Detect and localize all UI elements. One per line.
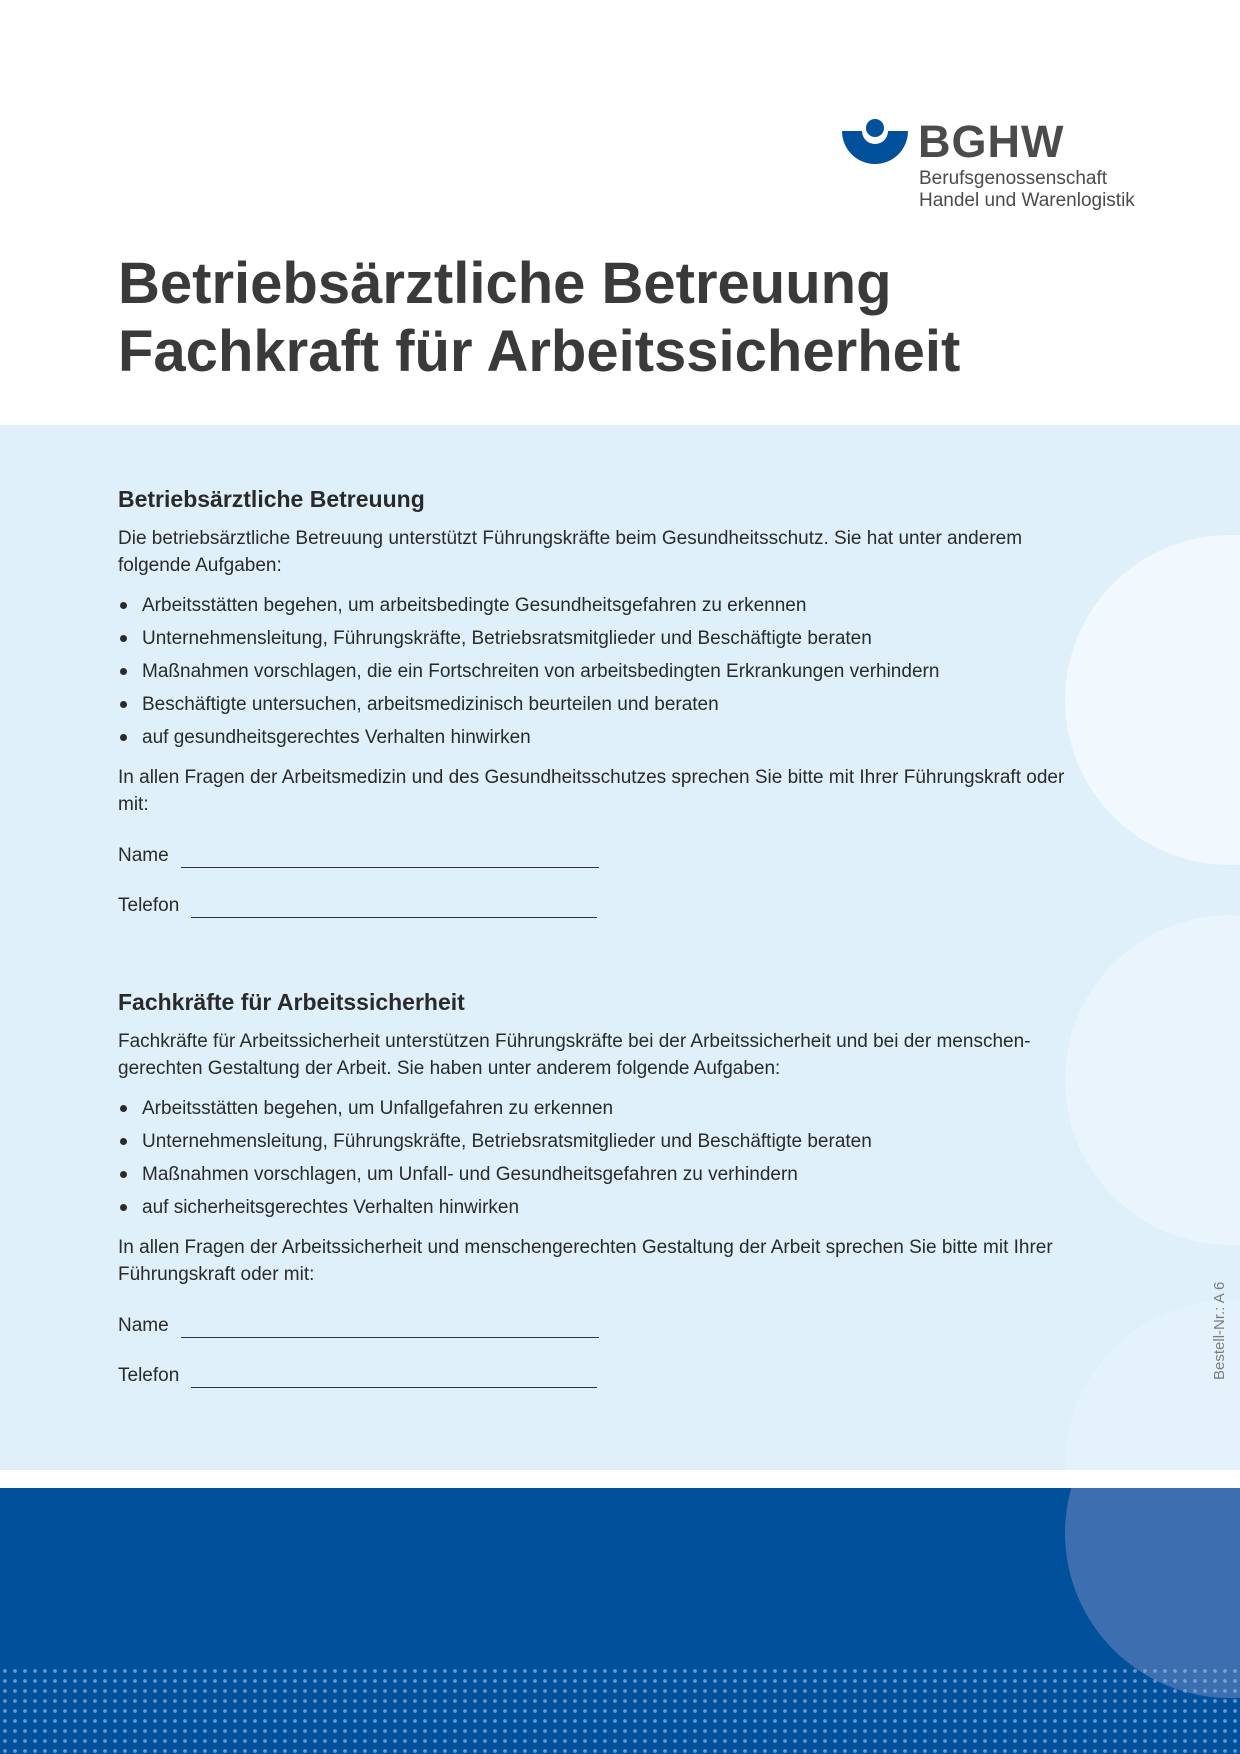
phone-label: Telefon [118, 1365, 180, 1386]
phone-field [118, 1364, 1098, 1388]
bghw-logo [840, 115, 1160, 215]
phone-field [118, 894, 1098, 918]
name-field [118, 1314, 1098, 1338]
list-item: auf gesundheitsgerechtes Verhalten hinwirken [118, 721, 1098, 754]
name-line[interactable] [181, 1317, 599, 1338]
list-item: Maßnahmen vorschlagen, um Unfall- und Gesundheitsgefahren zu verhindern [118, 1158, 1098, 1191]
list-item: Unternehmensleitung, Führungskräfte, Betriebsratsmitglieder und Beschäftigte beraten [118, 1125, 1098, 1158]
section-heading: Betriebsärztliche Betreuung [118, 486, 425, 512]
phone-line[interactable] [191, 1367, 597, 1388]
section-intro: Die betriebsärztliche Betreuung unterstützt Führungskräfte beim Gesundheitsschutz. Sie hat unter anderem folgende Aufgaben: [118, 528, 1023, 576]
section-heading: Fachkräfte für Arbeitssicherheit [118, 989, 465, 1015]
dot-pattern [0, 1666, 1240, 1754]
list-item: auf sicherheitsgerechtes Verhalten hinwirken [118, 1191, 1098, 1224]
task-list [118, 589, 1098, 754]
logo-subtitle [919, 168, 1135, 212]
name-field [118, 844, 1098, 868]
content [118, 485, 1098, 1388]
page-title-line1: Betriebsärztliche Betreuung [118, 251, 892, 316]
phone-label: Telefon [118, 895, 180, 916]
phone-line[interactable] [191, 897, 597, 918]
section-arbeitssicherheit [118, 988, 1098, 1388]
logo-subtitle-line2: Handel und Warenlogistik [919, 190, 1135, 211]
section-betriebsarzt [118, 485, 1098, 918]
order-number: Bestell-Nr.: A 6 [1211, 1281, 1228, 1380]
name-line[interactable] [181, 847, 599, 868]
logo-brand: BGHW [918, 116, 1065, 167]
page-title-line2: Fachkraft für Arbeitssicherheit [118, 319, 961, 384]
logo-icon [840, 115, 910, 165]
name-label: Name [118, 845, 169, 866]
list-item: Unternehmensleitung, Führungskräfte, Betriebsratsmitglieder und Beschäftigte beraten [118, 622, 1098, 655]
footer-band [0, 1488, 1240, 1754]
logo-subtitle-line1: Berufsgenossenschaft [919, 168, 1108, 189]
name-label: Name [118, 1315, 169, 1336]
list-item: Arbeitsstätten begehen, um arbeitsbedingte Gesundheitsgefahren zu erkennen [118, 589, 1098, 622]
section-intro: Fachkräfte für Arbeitssicherheit unterstützen Führungskräfte bei der Arbeitssicherheit und bei der menschen-gerechten Gestaltung der Arbeit. Sie haben unter anderem folgende Aufgaben: [118, 1031, 1031, 1079]
section-outro: In allen Fragen der Arbeitsmedizin und des Gesundheitsschutzes sprechen Sie bitte mit Ihrer Führungskraft oder mit: [118, 767, 1065, 815]
list-item: Beschäftigte untersuchen, arbeitsmedizinisch beurteilen und beraten [118, 688, 1098, 721]
content-panel [0, 425, 1240, 1470]
list-item: Maßnahmen vorschlagen, die ein Fortschreiten von arbeitsbedingten Erkrankungen verhindern [118, 655, 1098, 688]
task-list [118, 1092, 1098, 1224]
page-title [118, 250, 960, 386]
section-outro: In allen Fragen der Arbeitssicherheit und menschengerechten Gestaltung der Arbeit sprechen Sie bitte mit Ihrer Führungskraft oder mit: [118, 1237, 1053, 1285]
list-item: Arbeitsstätten begehen, um Unfallgefahren zu erkennen [118, 1092, 1098, 1125]
